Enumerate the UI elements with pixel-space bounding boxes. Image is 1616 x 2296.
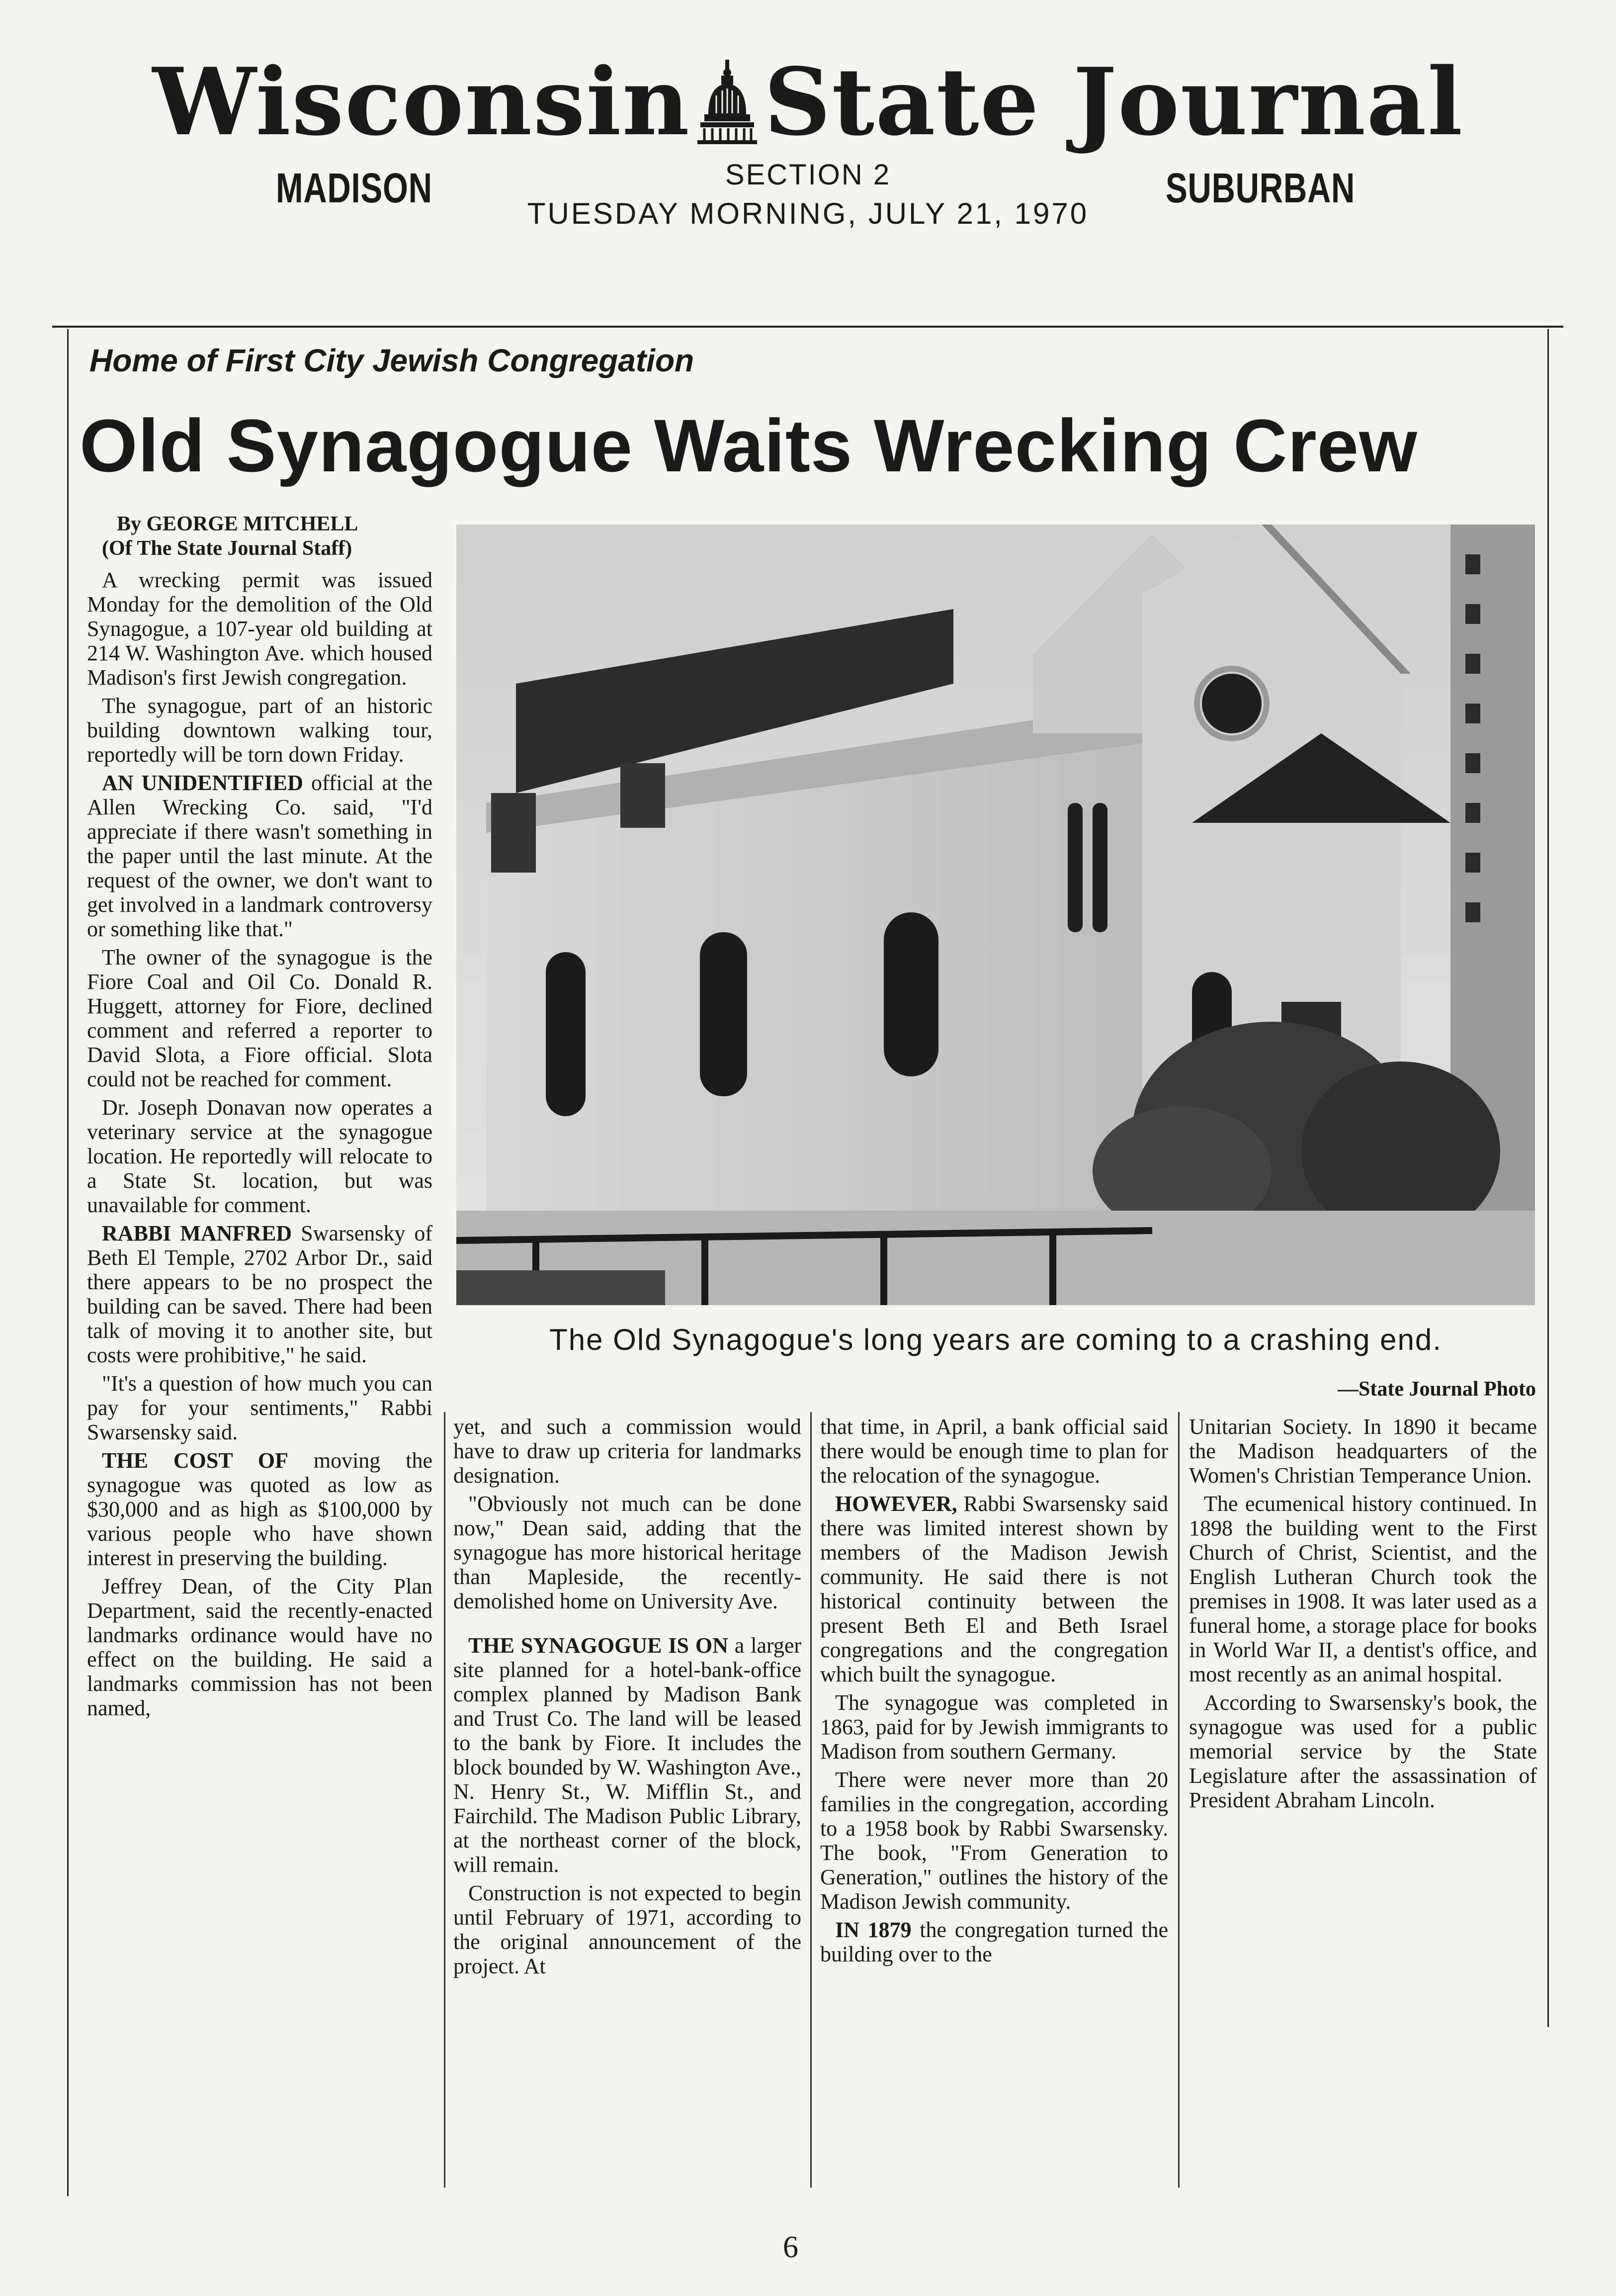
synagogue-photo bbox=[456, 525, 1535, 1305]
masthead-rule bbox=[52, 326, 1563, 328]
paragraph: According to Swarsensky's book, the synagogue was used for a public memorial service by the State Legislature after the assassination of President Abraham Lincoln. bbox=[1189, 1690, 1537, 1812]
paragraph: "Obviously not much can be done now," Dean said, adding that the synagogue has more historical heritage than Mapleside, the recently-demolished home on University Ave. bbox=[453, 1492, 801, 1613]
paragraph: The ecumenical history continued. In 1898 the building went to the First Church of Christ, Scientist, and the English Lutheran Church took the premises in 1908. It was later used as a funeral home, a storage place for books in World War II, a dentist's office, and most recently as an animal hospital. bbox=[1189, 1492, 1537, 1686]
masthead-title bbox=[0, 47, 1616, 156]
byline-staff: (Of The State Journal Staff) bbox=[102, 537, 352, 560]
section-label: SECTION 2 bbox=[725, 159, 891, 191]
paragraph: The owner of the synagogue is the Fiore Coal and Oil Co. Donald R. Huggett, attorney for Fiore, declined comment and referred a reporter to David Slota, a Fiore official. Slota could not be reached for comment. bbox=[87, 945, 432, 1091]
paragraph: Unitarian Society. In 1890 it became the Madison headquarters of the Women's Christian Temperance Union. bbox=[1189, 1414, 1537, 1488]
kicker: Home of First City Jewish Congregation bbox=[89, 343, 694, 378]
edition-left: MADISON bbox=[276, 165, 432, 211]
column-rule bbox=[810, 1412, 812, 2188]
frame-left-rule bbox=[67, 329, 69, 2196]
paragraph: "It's a question of how much you can pay for your sentiments," Rabbi Swarsensky said. bbox=[87, 1371, 432, 1444]
column-rule bbox=[1178, 1412, 1180, 2188]
article-column-1 bbox=[87, 512, 432, 1724]
paragraph: Dr. Joseph Donavan now operates a veterinary service at the synagogue location. He reportedly will relocate to a State St. location, but was unavailable for comment. bbox=[87, 1095, 432, 1217]
paragraph bbox=[87, 1448, 432, 1570]
paragraph: The synagogue was completed in 1863, paid for by Jewish immigrants to Madison from southern Germany. bbox=[820, 1690, 1168, 1764]
paragraph: Construction is not expected to begin until February of 1971, according to the original announcement of the project. At bbox=[453, 1881, 801, 1978]
article-column-3 bbox=[820, 1414, 1168, 1970]
photo-caption: The Old Synagogue's long years are coming to a crashing end. bbox=[549, 1323, 1442, 1356]
paragraph bbox=[820, 1492, 1168, 1686]
paragraph-lead: RABBI MANFRED bbox=[102, 1221, 292, 1245]
paragraph-text: Swarsensky of Beth El Temple, 2702 Arbor Dr., said there appears to be no prospect the building can be saved. There had been talk of moving it to another site, but costs were prohibitive," he said. bbox=[87, 1221, 432, 1367]
paragraph-lead: THE SYNAGOGUE IS ON bbox=[468, 1633, 728, 1658]
page-number: 6 bbox=[783, 2230, 798, 2264]
paragraph: There were never more than 20 families in the congregation, according to a 1958 book by Rabbi Swarsensky. The book, "From Generation to Generation," outlines the history of the Madison Jewish community. bbox=[820, 1767, 1168, 1914]
paragraph: yet, and such a commission would have to draw up criteria for landmarks designation. bbox=[453, 1414, 801, 1488]
paragraph: that time, in April, a bank official said there would be enough time to plan for the relocation of the synagogue. bbox=[820, 1414, 1168, 1488]
paragraph bbox=[87, 1221, 432, 1367]
paragraph-text: Rabbi Swarsensky said there was limited interest shown by members of the Madison Jewish community. He said there is not historical continuity between the present Beth El and Beth Israel congregations and the congregation which built the synagogue. bbox=[820, 1492, 1168, 1686]
paragraph-text: a larger site planned for a hotel-bank-office complex planned by Madison Bank and Trust Co. The land will be leased to the bank by Fiore. It includes the block bounded by W. Washington Ave., N. Henry St., W. Mifflin St., and Fairchild. The Madison Public Library, at the northeast corner of the block, will remain. bbox=[453, 1633, 802, 1877]
paragraph-text: official at the Allen Wrecking Co. said, "I'd appreciate if there wasn't something in the paper until the last minute. At the request of the owner, we don't want to get involved in a landmark controversy or something like that." bbox=[87, 771, 433, 941]
photo-credit: —State Journal Photo bbox=[1338, 1378, 1536, 1401]
masthead-title-left: Wisconsin bbox=[152, 47, 690, 156]
capitol-dome-icon bbox=[697, 60, 757, 144]
paragraph bbox=[820, 1918, 1168, 1966]
paragraph: Jeffrey Dean, of the City Plan Department, said the recently-enacted landmarks ordinance would have no effect on the building. He said a landmarks commission has not been named, bbox=[87, 1574, 432, 1720]
masthead-title-right: State Journal bbox=[764, 47, 1464, 156]
paragraph-lead: HOWEVER, bbox=[835, 1492, 957, 1516]
paragraph bbox=[453, 1633, 801, 1877]
paragraph-lead: AN UNIDENTIFIED bbox=[102, 771, 303, 795]
paragraph-lead: THE COST OF bbox=[102, 1448, 288, 1473]
date-line: TUESDAY MORNING, JULY 21, 1970 bbox=[527, 197, 1089, 230]
edition-right: SUBURBAN bbox=[1166, 165, 1356, 211]
headline: Old Synagogue Waits Wrecking Crew bbox=[80, 404, 1418, 487]
paragraph: The synagogue, part of an historic building downtown walking tour, reportedly will be torn down Friday. bbox=[87, 694, 432, 767]
paragraph-text: the congregation turned the building over to the bbox=[820, 1918, 1169, 1966]
paragraph bbox=[87, 771, 432, 941]
article-column-2 bbox=[453, 1414, 801, 1982]
frame-right-rule bbox=[1547, 329, 1549, 2027]
paragraph-lead: IN 1879 bbox=[835, 1918, 912, 1942]
paragraph: A wrecking permit was issued Monday for the demolition of the Old Synagogue, a 107-year old building at 214 W. Washington Ave. which housed Madison's first Jewish congregation. bbox=[87, 568, 432, 690]
article-column-4 bbox=[1189, 1414, 1537, 1816]
paragraph-text: moving the synagogue was quoted as low as $30,000 and as high as $100,000 by various people who have shown interest in preserving the building. bbox=[87, 1448, 432, 1570]
column-rule bbox=[444, 1412, 445, 2188]
byline: By GEORGE MITCHELL bbox=[117, 513, 358, 535]
